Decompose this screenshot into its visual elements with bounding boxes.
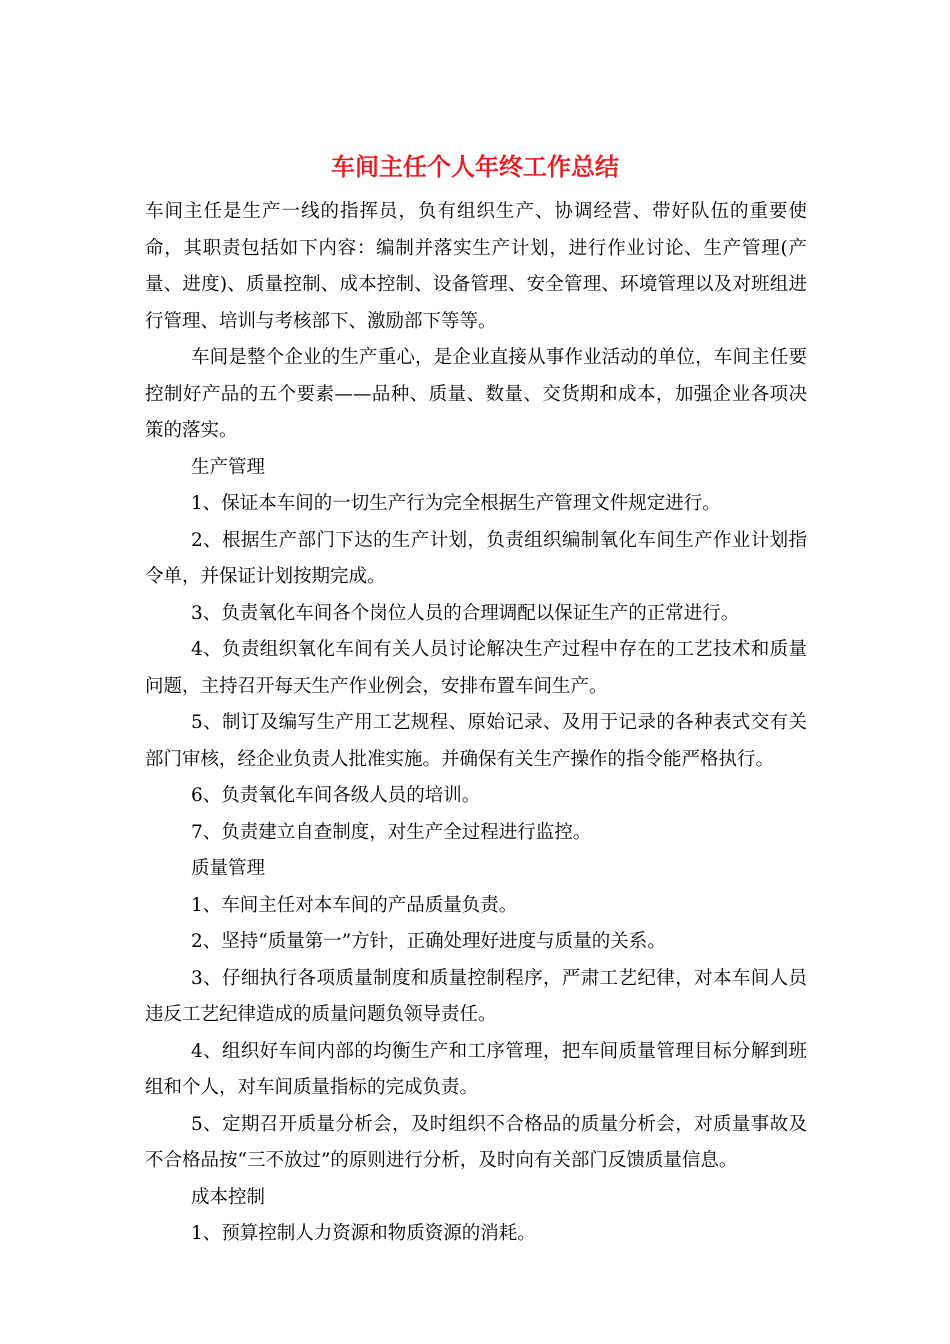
production-item-4: 4、负责组织氧化车间有关人员讨论解决生产过程中存在的工艺技术和质量问题，主持召开每天生产作业例会，安排布置车间生产。 — [145, 639, 807, 697]
quality-item-3: 3、仔细执行各项质量制度和质量控制程序，严肃工艺纪律，对本车间人员违反工艺纪律造成的质量问题负领导责任。 — [145, 967, 807, 1025]
production-item-5: 5、制订及编写生产用工艺规程、原始记录、及用于记录的各种表式交有关部门审核，经企业负责人批准实施。并确保有关生产操作的指令能严格执行。 — [145, 712, 807, 770]
production-item-1: 1、保证本车间的一切生产行为完全根据生产管理文件规定进行。 — [191, 493, 721, 514]
intro-paragraph-1: 车间主任是生产一线的指挥员，负有组织生产、协调经营、带好队伍的重要使命，其职责包括如下内容：编制并落实生产计划，进行作业讨论、生产管理(产量、进度)、质量控制、成本控制、设备管理、安全管理、环境管理以及对班组进行管理、培训与考核部下、激励部下等等。 — [145, 201, 807, 332]
document-title: 车间主任个人年终工作总结 — [331, 152, 619, 181]
quality-item-5: 5、定期召开质量分析会，及时组织不合格品的质量分析会，对质量事故及不合格品按“三不放过”的原则进行分析，及时向有关部门反馈质量信息。 — [145, 1113, 807, 1171]
section-heading-quality: 质量管理 — [191, 858, 266, 879]
production-item-3: 3、负责氧化车间各个岗位人员的合理调配以保证生产的正常进行。 — [191, 602, 740, 624]
production-item-2: 2、根据生产部门下达的生产计划，负责组织编制氧化车间生产作业计划指令单，并保证计划按期完成。 — [145, 529, 807, 587]
document-body — [145, 194, 807, 1253]
section-heading-production: 生产管理 — [191, 456, 266, 478]
production-item-6: 6、负责氧化车间各级人员的培训。 — [191, 785, 481, 806]
quality-item-1: 1、车间主任对本车间的产品质量负责。 — [191, 894, 518, 916]
quality-item-4: 4、组织好车间内部的均衡生产和工序管理，把车间质量管理目标分解到班组和个人，对车间质量指标的完成负责。 — [145, 1040, 807, 1098]
intro-paragraph-2: 车间是整个企业的生产重心，是企业直接从事作业活动的单位，车间主任要控制好产品的五个要素——品种、质量、数量、交货期和成本，加强企业各项决策的落实。 — [145, 347, 807, 441]
section-heading-cost: 成本控制 — [191, 1186, 266, 1208]
quality-item-2: 2、坚持“质量第一”方针，正确处理好进度与质量的关系。 — [191, 931, 666, 952]
cost-item-1: 1、预算控制人力资源和物质资源的消耗。 — [191, 1223, 536, 1244]
production-item-7: 7、负责建立自查制度，对生产全过程进行监控。 — [191, 821, 592, 843]
